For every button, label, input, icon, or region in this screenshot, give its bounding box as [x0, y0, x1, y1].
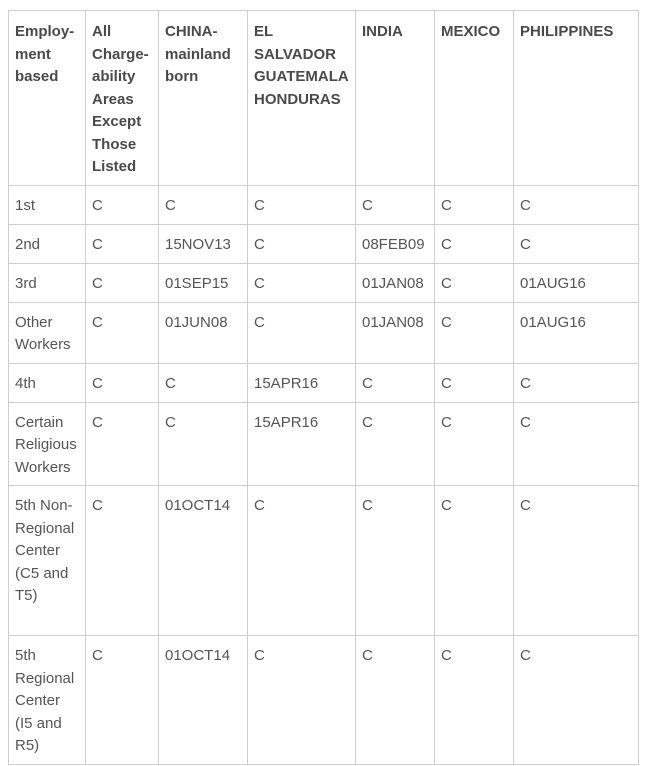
date-cell: 15APR16 — [248, 363, 356, 402]
date-cell: C — [248, 185, 356, 224]
category-cell: Certain Religious Workers — [9, 402, 86, 486]
date-cell: 01OCT14 — [159, 636, 248, 765]
date-cell: C — [248, 302, 356, 363]
table-row — [9, 224, 639, 263]
header-mexico: MEXICO — [435, 11, 514, 186]
table-row — [9, 486, 639, 636]
date-cell: C — [435, 185, 514, 224]
date-cell: C — [86, 363, 159, 402]
date-cell: C — [159, 402, 248, 486]
table-row — [9, 302, 639, 363]
category-cell: 5th Non-Regional Center (C5 and T5) — [9, 486, 86, 636]
date-cell: C — [159, 363, 248, 402]
date-cell: C — [514, 636, 639, 765]
date-cell: C — [514, 402, 639, 486]
date-cell: C — [248, 636, 356, 765]
date-cell: C — [248, 263, 356, 302]
table-row — [9, 185, 639, 224]
category-cell: 1st — [9, 185, 86, 224]
header-el-salvador-guatemala-honduras: EL SALVADOR GUATEMALA HONDURAS — [248, 11, 356, 186]
date-cell: C — [248, 224, 356, 263]
date-cell: 01JUN08 — [159, 302, 248, 363]
header-all-chargeability: All Charge-ability Areas Except Those Listed — [86, 11, 159, 186]
date-cell: C — [435, 302, 514, 363]
date-cell: 15NOV13 — [159, 224, 248, 263]
date-cell: C — [86, 486, 159, 636]
header-china: CHINA-mainland born — [159, 11, 248, 186]
category-cell: 3rd — [9, 263, 86, 302]
date-cell: C — [356, 185, 435, 224]
header-india: INDIA — [356, 11, 435, 186]
date-cell: C — [86, 185, 159, 224]
date-cell: C — [435, 224, 514, 263]
category-cell: Other Workers — [9, 302, 86, 363]
visa-bulletin-table — [8, 10, 639, 765]
date-cell: 01OCT14 — [159, 486, 248, 636]
date-cell: 08FEB09 — [356, 224, 435, 263]
date-cell: C — [435, 636, 514, 765]
table-row — [9, 363, 639, 402]
header-philippines: PHILIPPINES — [514, 11, 639, 186]
date-cell: C — [248, 486, 356, 636]
date-cell: 01JAN08 — [356, 263, 435, 302]
date-cell: C — [356, 636, 435, 765]
table-row — [9, 263, 639, 302]
date-cell: C — [435, 486, 514, 636]
category-cell: 5th Regional Center (I5 and R5) — [9, 636, 86, 765]
table-row — [9, 636, 639, 765]
date-cell: 01AUG16 — [514, 263, 639, 302]
category-cell: 2nd — [9, 224, 86, 263]
header-row — [9, 11, 639, 186]
date-cell: C — [356, 363, 435, 402]
date-cell: C — [86, 302, 159, 363]
date-cell: 01AUG16 — [514, 302, 639, 363]
category-cell: 4th — [9, 363, 86, 402]
date-cell: C — [86, 224, 159, 263]
date-cell: C — [86, 636, 159, 765]
date-cell: C — [514, 363, 639, 402]
date-cell: 01JAN08 — [356, 302, 435, 363]
date-cell: C — [435, 363, 514, 402]
date-cell: C — [86, 263, 159, 302]
date-cell: C — [159, 185, 248, 224]
date-cell: C — [514, 224, 639, 263]
date-cell: C — [435, 263, 514, 302]
date-cell: 15APR16 — [248, 402, 356, 486]
header-employment-based: Employ-ment based — [9, 11, 86, 186]
date-cell: 01SEP15 — [159, 263, 248, 302]
table-row — [9, 402, 639, 486]
date-cell: C — [514, 185, 639, 224]
date-cell: C — [86, 402, 159, 486]
date-cell: C — [356, 402, 435, 486]
date-cell: C — [514, 486, 639, 636]
date-cell: C — [356, 486, 435, 636]
date-cell: C — [435, 402, 514, 486]
